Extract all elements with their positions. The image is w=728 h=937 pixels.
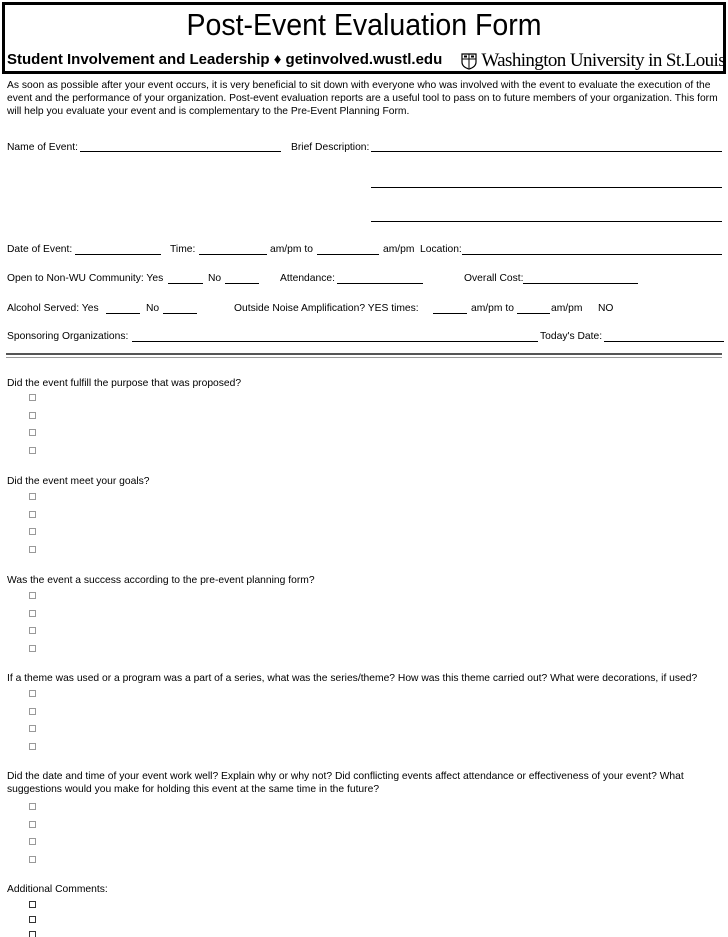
question-5: Did the date and time of your event work well? Explain why or why not? Did conflicting events affect attendance or effectiveness of your event? What suggestions would you make for holding this event at the same time in the future? [7, 771, 684, 795]
question-6: Additional Comments: [7, 884, 108, 895]
answer-checkbox[interactable] [29, 447, 36, 454]
location-label-wrap [420, 243, 462, 257]
question-3: Was the event a success according to the pre-event planning form? [7, 575, 315, 586]
org-name: Student Involvement and Leadership [7, 51, 270, 68]
location-label: Location: [420, 244, 462, 255]
location-field[interactable] [462, 254, 722, 255]
answer-checkbox[interactable] [29, 743, 36, 750]
ampm-to-label-wrap [270, 243, 313, 257]
answer-checkbox[interactable] [29, 493, 36, 500]
todays-date-label-wrap [540, 330, 602, 344]
answer-checkbox[interactable] [29, 511, 36, 518]
name-of-event-label: Name of Event: [7, 142, 78, 153]
answer-checkbox[interactable] [29, 412, 36, 419]
noise-ampm-label-wrap [551, 302, 582, 316]
overall-cost-label: Overall Cost: [464, 273, 524, 284]
date-of-event-label-wrap [7, 243, 72, 257]
open-nonwu-yes-field[interactable] [168, 283, 203, 284]
noise-time-end-field[interactable] [517, 313, 550, 314]
sponsoring-organizations-field[interactable] [132, 341, 538, 342]
open-nonwu-label: Open to Non-WU Community: Yes [7, 273, 164, 284]
sponsoring-label-wrap [7, 330, 128, 344]
university-logo [460, 49, 725, 73]
question-6-answers [29, 901, 36, 937]
question-1: Did the event fulfill the purpose that was proposed? [7, 378, 242, 389]
org-url: getinvolved.wustl.edu [285, 51, 443, 68]
time-end-field[interactable] [317, 254, 379, 255]
answer-checkbox[interactable] [29, 856, 36, 863]
question-5-answers [29, 803, 36, 873]
noise-label-wrap [234, 302, 419, 316]
form-header [2, 2, 726, 74]
attendance-label-wrap [280, 272, 335, 286]
open-nonwu-no-field[interactable] [225, 283, 259, 284]
overall-cost-label-wrap [464, 272, 524, 286]
intro-paragraph: As soon as possible after your event occurs, it is very beneficial to sit down with everyone who was involved with the event to evaluate the execution of the event and the performance of your organization. Post-event evaluation reports are a useful tool to pass on to future members of your organization. This form will help you evaluate your event and is complementary to the Pre-Event Planning Form. [7, 80, 718, 117]
time-start-field[interactable] [199, 254, 267, 255]
diamond-separator: ♦ [273, 51, 282, 68]
ampm-label: am/pm [383, 244, 415, 255]
alcohol-label-wrap [7, 302, 99, 316]
answer-checkbox[interactable] [29, 803, 36, 810]
form-title: Post-Event Evaluation Form [186, 7, 542, 42]
answer-checkbox[interactable] [29, 821, 36, 828]
answer-checkbox[interactable] [29, 546, 36, 553]
date-of-event-field[interactable] [75, 254, 161, 255]
alcohol-no-field[interactable] [163, 313, 197, 314]
answer-checkbox[interactable] [29, 931, 36, 937]
question-4-answers [29, 690, 36, 760]
open-nonwu-label-wrap [7, 272, 163, 286]
sponsoring-organizations-label: Sponsoring Organizations: [7, 331, 129, 342]
attendance-field[interactable] [337, 283, 423, 284]
alcohol-served-label: Alcohol Served: Yes [7, 303, 99, 314]
alcohol-no-label: No [146, 303, 160, 314]
noise-time-start-field[interactable] [433, 313, 467, 314]
name-of-event-field[interactable] [80, 151, 281, 152]
answer-checkbox[interactable] [29, 528, 36, 535]
question-3-answers [29, 592, 36, 662]
time-label: Time: [170, 244, 196, 255]
noise-no-label: NO [598, 303, 614, 314]
answer-checkbox[interactable] [29, 901, 36, 908]
section-divider [6, 353, 722, 355]
todays-date-label: Today's Date: [540, 331, 603, 342]
section-divider-thin [6, 357, 722, 358]
question-4: If a theme was used or a program was a part of a series, what was the series/theme? How was this theme carried out? What were decorations, if used? [7, 673, 698, 684]
answer-checkbox[interactable] [29, 708, 36, 715]
header-org-line [7, 51, 442, 68]
overall-cost-field[interactable] [523, 283, 638, 284]
date-of-event-label: Date of Event: [7, 244, 73, 255]
name-description-row [7, 141, 78, 155]
answer-checkbox[interactable] [29, 645, 36, 652]
noise-ampm-to-label: am/pm to [471, 303, 514, 314]
question-2-answers [29, 493, 36, 563]
alcohol-yes-field[interactable] [106, 313, 140, 314]
attendance-label: Attendance: [280, 273, 335, 284]
university-seal-icon [460, 52, 478, 70]
noise-no-label-wrap [598, 302, 613, 316]
brief-description-field-3[interactable] [371, 221, 722, 222]
time-label-wrap [170, 243, 195, 257]
answer-checkbox[interactable] [29, 725, 36, 732]
ampm-to-label: am/pm to [270, 244, 313, 255]
university-name: Washington University in St.Louis [481, 50, 725, 71]
noise-ampm-label: am/pm [551, 303, 583, 314]
brief-description-label: Brief Description: [291, 142, 370, 153]
header-subrow [7, 49, 725, 73]
brief-description-label-wrap [291, 141, 369, 155]
answer-checkbox[interactable] [29, 429, 36, 436]
question-2: Did the event meet your goals? [7, 476, 150, 487]
noise-ampm-to-label-wrap [471, 302, 514, 316]
brief-description-field-1[interactable] [371, 151, 722, 152]
ampm-label-wrap [383, 243, 414, 257]
open-nonwu-no-label: No [208, 273, 222, 284]
alcohol-no-label-wrap [146, 302, 159, 316]
answer-checkbox[interactable] [29, 610, 36, 617]
question-1-answers [29, 394, 36, 464]
open-nonwu-no-label-wrap [208, 272, 221, 286]
answer-checkbox[interactable] [29, 627, 36, 634]
answer-checkbox[interactable] [29, 394, 36, 401]
answer-checkbox[interactable] [29, 690, 36, 697]
noise-amplification-label: Outside Noise Amplification? YES times: [234, 303, 419, 314]
todays-date-field[interactable] [604, 341, 724, 342]
brief-description-field-2[interactable] [371, 187, 722, 188]
answer-checkbox[interactable] [29, 916, 36, 923]
answer-checkbox[interactable] [29, 592, 36, 599]
answer-checkbox[interactable] [29, 838, 36, 845]
